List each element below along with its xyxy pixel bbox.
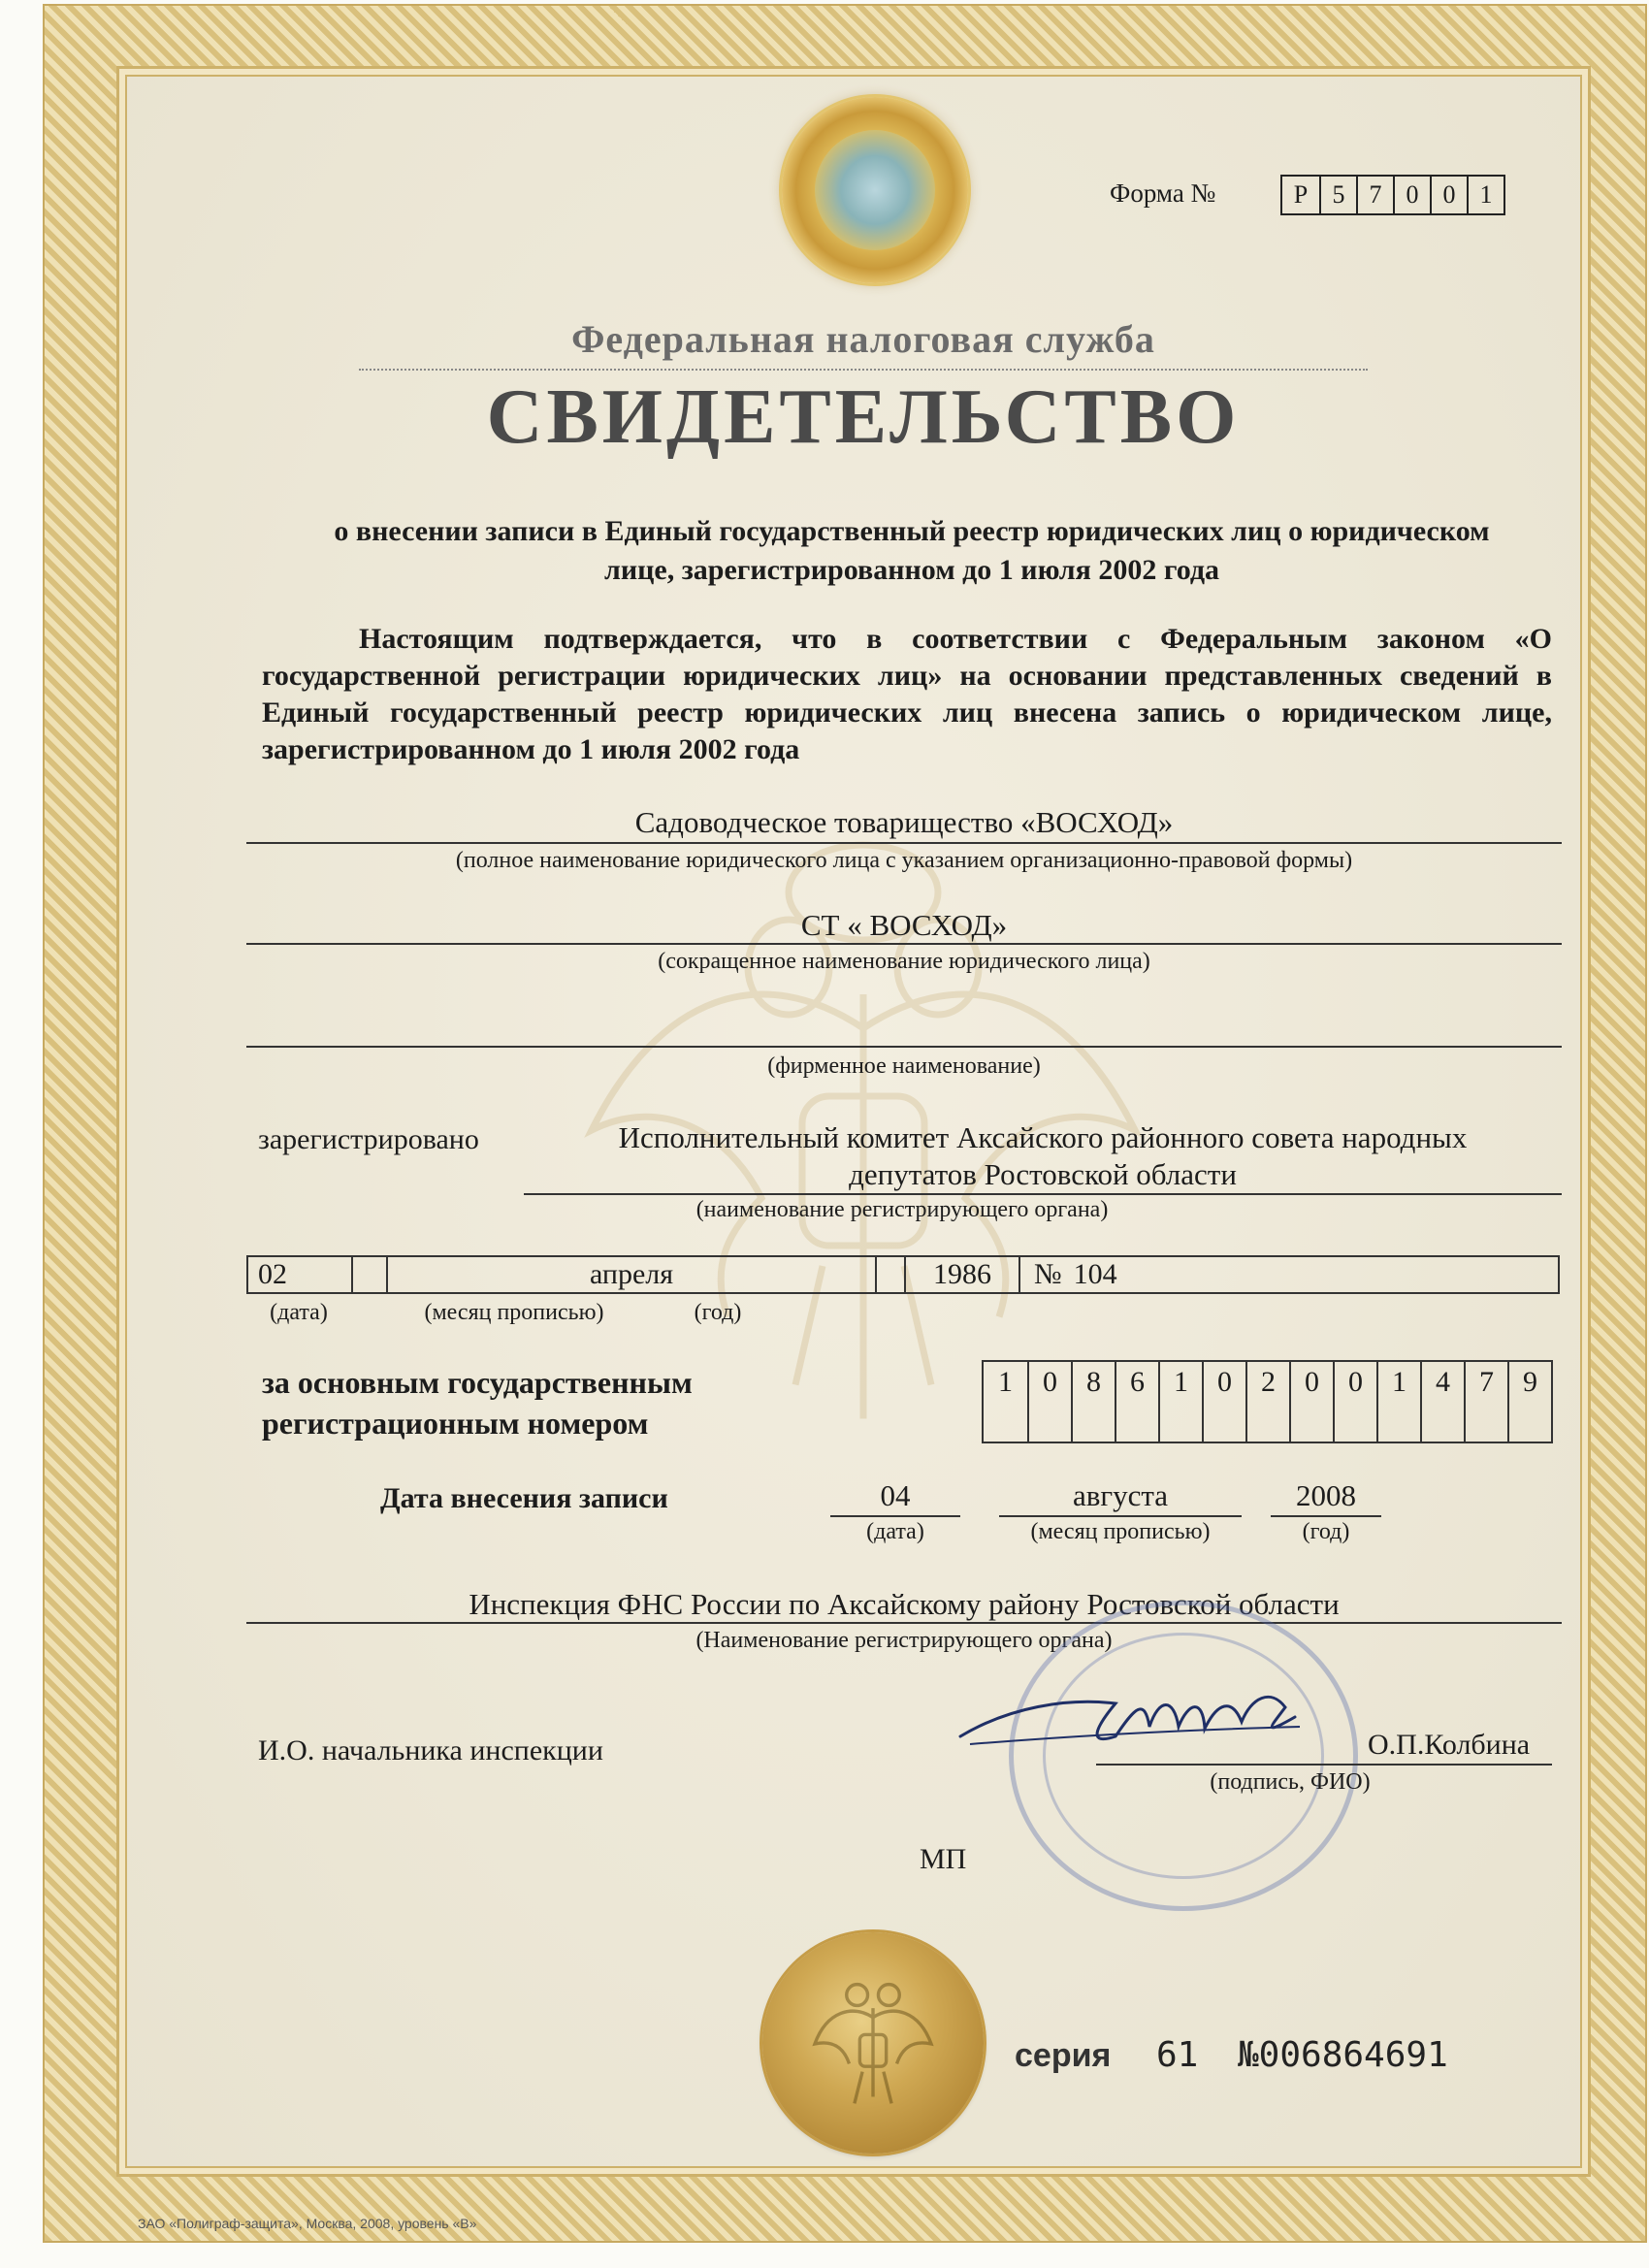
brand-name-caption: (фирменное наименование)	[767, 1053, 1041, 1079]
entry-month-caption: (месяц прописью)	[1030, 1519, 1211, 1544]
document-subtitle: о внесении записи в Единый государственный реестр юридических лиц о юридическом лице, зарегистрированном до 1 июля 2002 года	[334, 515, 1490, 586]
underline	[246, 842, 1562, 844]
ogrn-digit: 0	[1289, 1362, 1333, 1442]
entry-date-label: Дата внесения записи	[380, 1482, 668, 1514]
ogrn-digit: 0	[1027, 1362, 1071, 1442]
signature	[951, 1669, 1319, 1775]
form-code	[1280, 175, 1505, 215]
ogrn-label: за основным государственным регистрационным номером	[262, 1365, 693, 1441]
hologram-emblem	[782, 97, 968, 283]
signature-caption: (подпись, ФИО)	[1210, 1769, 1371, 1795]
reg-year-caption: (год)	[694, 1300, 742, 1325]
signatory-name: О.П.Колбина	[1368, 1729, 1531, 1761]
gold-seal	[762, 1932, 984, 2154]
registered-label: зарегистрировано	[258, 1123, 479, 1155]
reg-number: № 104	[1034, 1258, 1117, 1290]
inspection-caption: (Наименование регистрирующего органа)	[695, 1628, 1113, 1653]
ogrn-digit: 0	[1202, 1362, 1245, 1442]
form-code-cell: 0	[1430, 177, 1467, 213]
reg-month: апреля	[388, 1257, 877, 1292]
underline	[999, 1515, 1242, 1517]
ogrn-digit: 1	[1376, 1362, 1420, 1442]
printer-note: ЗАО «Полиграф-защита», Москва, 2008, уровень «В»	[138, 2216, 477, 2231]
form-code-cell: 7	[1356, 177, 1393, 213]
underline	[246, 1622, 1562, 1624]
reg-day: 02	[248, 1257, 353, 1292]
ogrn-digit: 4	[1420, 1362, 1464, 1442]
form-label: Форма №	[1110, 178, 1216, 208]
reg-month-caption: (месяц прописью)	[424, 1300, 604, 1325]
short-name-value: СТ « ВОСХОД»	[800, 908, 1008, 942]
form-code-cell: Р	[1293, 180, 1309, 209]
full-name-caption: (полное наименование юридического лица с указанием организационно-правовой формы)	[455, 848, 1353, 873]
signatory-position: И.О. начальника инспекции	[258, 1734, 603, 1766]
entry-day: 04	[880, 1478, 911, 1512]
underline	[246, 1046, 1562, 1048]
full-name-value: Садоводческое товарищество «ВОСХОД»	[634, 805, 1174, 839]
form-code-cell: 0	[1393, 177, 1430, 213]
underline	[1271, 1515, 1381, 1517]
ogrn-digit: 9	[1507, 1362, 1551, 1442]
authority-caption: (наименование регистрирующего органа)	[695, 1197, 1109, 1222]
underline	[1096, 1764, 1552, 1766]
underline	[830, 1515, 960, 1517]
eagle-icon	[805, 1971, 941, 2117]
ogrn-digit: 1	[1158, 1362, 1202, 1442]
ogrn-digit: 8	[1071, 1362, 1115, 1442]
registering-authority: Исполнительный комитет Аксайского районного совета народных депутатов Ростовской области	[618, 1120, 1468, 1191]
entry-year: 2008	[1296, 1478, 1356, 1512]
stamp-place: МП	[920, 1843, 967, 1875]
ogrn-digit: 7	[1464, 1362, 1507, 1442]
short-name-caption: (сокращенное наименование юридического лица)	[658, 949, 1150, 974]
reg-year: 1986	[906, 1257, 1020, 1292]
form-code-cell: 1	[1467, 177, 1504, 213]
reg-day-caption: (дата)	[270, 1300, 328, 1325]
document-title: СВИДЕТЕЛЬСТВО	[486, 374, 1241, 460]
agency-name: Федеральная налоговая служба	[571, 317, 1155, 361]
divider	[359, 369, 1368, 371]
ogrn-digit: 1	[998, 1366, 1013, 1398]
ogrn-number	[982, 1360, 1553, 1443]
ogrn-digit: 2	[1245, 1362, 1289, 1442]
confirmation-text: Настоящим подтверждается, что в соответствии с Федеральным законом «О государственной регистрации юридических лиц» на основании представленных сведений в Единый государственный реестр юридических лиц внесена запись о юридическом лице, зарегистрированном до 1 июля 2002 года	[262, 623, 1552, 765]
form-code-cell: 5	[1319, 177, 1356, 213]
underline	[246, 943, 1562, 945]
entry-day-caption: (дата)	[866, 1519, 924, 1544]
ogrn-digit: 0	[1333, 1362, 1376, 1442]
series-label: серия	[1015, 2037, 1112, 2074]
ogrn-digit: 6	[1115, 1362, 1158, 1442]
series-value: 61	[1156, 2035, 1199, 2075]
underline	[524, 1193, 1562, 1195]
entry-month: августа	[1072, 1478, 1169, 1512]
certificate-number: №006864691	[1238, 2035, 1448, 2075]
entry-year-caption: (год)	[1302, 1519, 1350, 1544]
inspection-name: Инспекция ФНС России по Аксайскому району Ростовской области	[469, 1587, 1340, 1621]
registration-date-row	[246, 1255, 1560, 1294]
